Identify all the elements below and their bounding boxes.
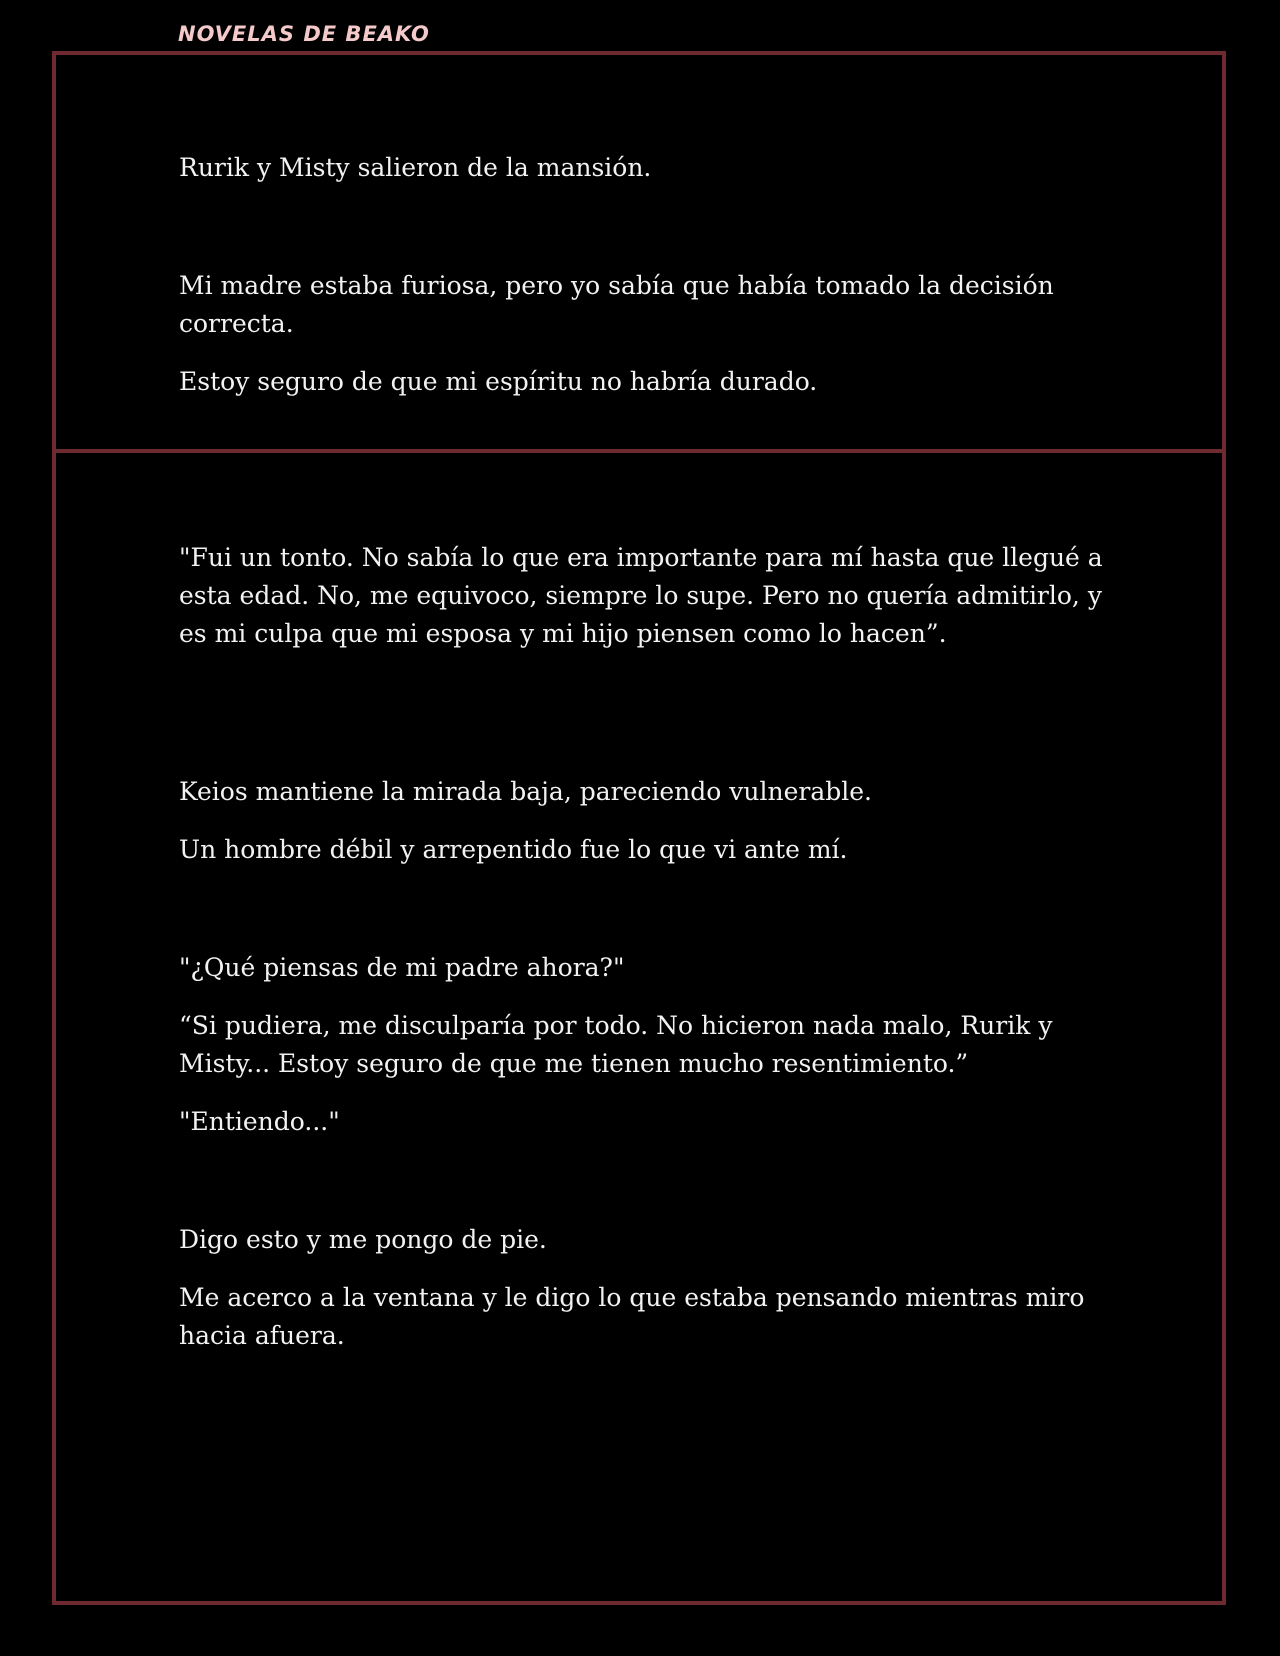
story-paragraph: Digo esto y me pongo de pie. (179, 1225, 547, 1254)
story-paragraph: "¿Qué piensas de mi padre ahora?" (179, 953, 625, 982)
site-title: NOVELAS DE BEAKO (178, 22, 430, 46)
story-paragraph: Mi madre estaba furiosa, pero yo sabía que había tomado la decisión correcta. (179, 271, 1054, 338)
story-panel-top (52, 51, 1226, 455)
story-paragraph: Un hombre débil y arrepentido fue lo que vi ante mí. (179, 835, 848, 864)
story-paragraph: Keios mantiene la mirada baja, pareciendo vulnerable. (179, 777, 872, 806)
story-panel-bottom (52, 449, 1226, 1605)
story-paragraph: Estoy seguro de que mi espíritu no habría durado. (179, 367, 818, 396)
story-paragraph: "Entiendo..." (179, 1107, 340, 1136)
story-paragraph: “Si pudiera, me disculparía por todo. No hicieron nada malo, Rurik y Misty... Estoy seguro de que me tienen mucho resentimiento.” (179, 1011, 1053, 1078)
story-paragraph: "Fui un tonto. No sabía lo que era importante para mí hasta que llegué a esta edad. No, me equivoco, siempre lo supe. Pero no quería admitirlo, y es mi culpa que mi esposa y mi hijo piensen como lo hacen”. (179, 543, 1103, 648)
story-paragraph: Rurik y Misty salieron de la mansión. (179, 153, 652, 182)
story-paragraph: Me acerco a la ventana y le digo lo que estaba pensando mientras miro hacia afuera. (179, 1283, 1085, 1350)
